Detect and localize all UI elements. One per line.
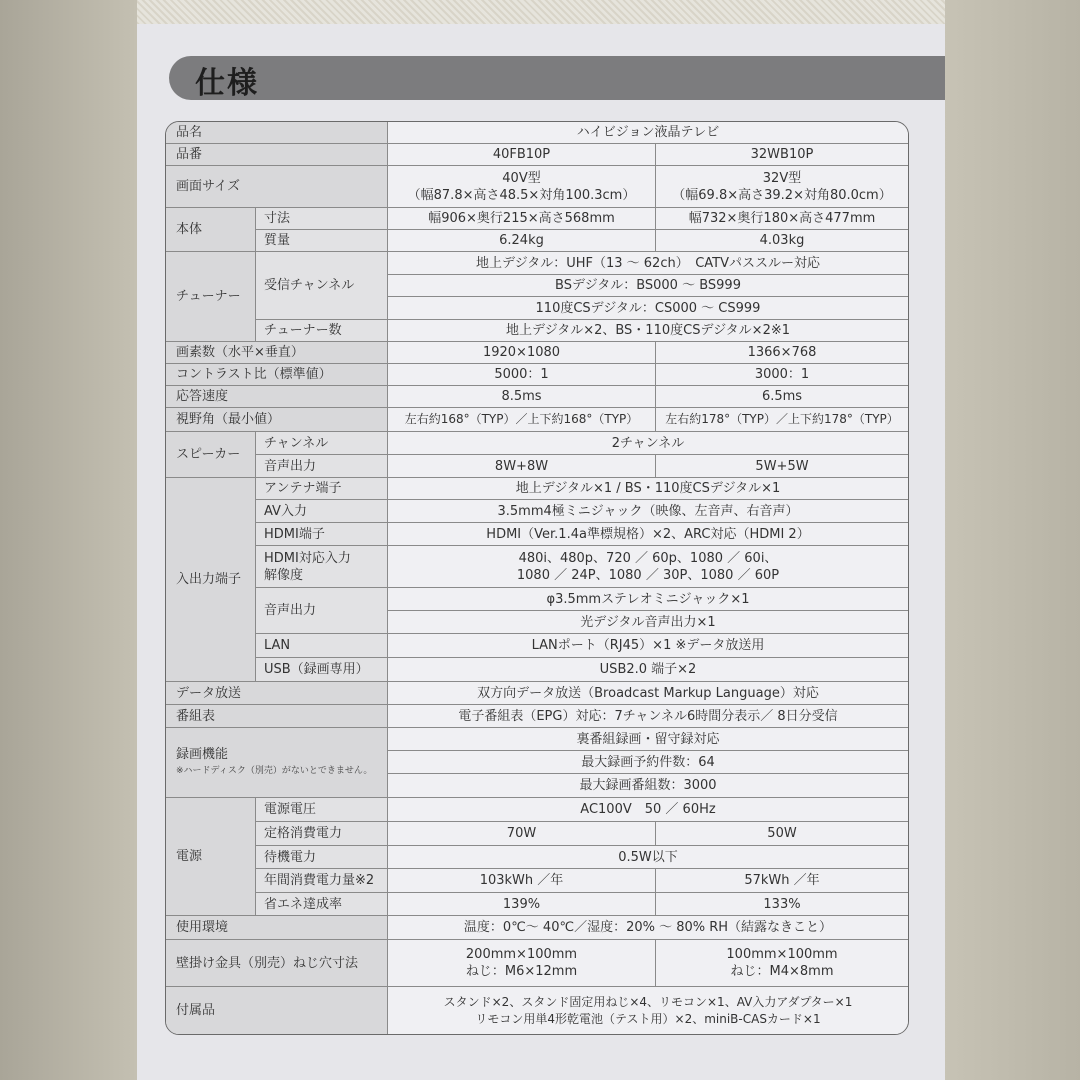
value-pixels-b: 1366×768 bbox=[656, 342, 908, 364]
value-tuner-count: 地上デジタル×2、BS・110度CSデジタル×2※1 bbox=[388, 320, 908, 342]
value-receive-bs: BSデジタル：BS000 ～ BS999 bbox=[388, 275, 908, 297]
spec-sheet-page bbox=[137, 0, 945, 1080]
label-standby-power: 待機電力 bbox=[256, 846, 388, 869]
screen-a-size: 40V型 bbox=[502, 170, 541, 186]
value-response-a: 8.5ms bbox=[388, 386, 656, 408]
value-viewing-a: 左右約168°（TYP）／上下約168°（TYP） bbox=[388, 408, 656, 432]
label-dimensions: 寸法 bbox=[256, 208, 388, 230]
label-voltage: 電源電圧 bbox=[256, 798, 388, 822]
value-rated-power-a: 70W bbox=[388, 822, 656, 846]
label-screen: 画面サイズ bbox=[166, 166, 388, 208]
value-annual-power-b: 57kWh ／年 bbox=[656, 869, 908, 893]
label-wall-mount: 壁掛け金具（別売）ねじ穴寸法 bbox=[166, 940, 388, 987]
label-accessories: 付属品 bbox=[166, 987, 388, 1034]
label-usb: USB（録画専用） bbox=[256, 658, 388, 682]
label-contrast: コントラスト比（標準値） bbox=[166, 364, 388, 386]
value-lan: LANポート（RJ45）×1 ※データ放送用 bbox=[388, 634, 908, 658]
label-audio-output: 音声出力 bbox=[256, 455, 388, 478]
value-recording-2: 最大録画予約件数：64 bbox=[388, 751, 908, 774]
value-accessories bbox=[388, 987, 908, 1034]
spec-table bbox=[165, 121, 909, 1035]
value-wall-mount-a bbox=[388, 940, 656, 987]
value-io-audio-optical: 光デジタル音声出力×1 bbox=[388, 611, 908, 634]
value-recording-3: 最大録画番組数：3000 bbox=[388, 774, 908, 798]
value-mass-b: 4.03kg bbox=[656, 230, 908, 252]
hdmi-resolution-line2: 1080 ／ 24P、1080 ／ 30P、1080 ／ 60P bbox=[516, 567, 780, 583]
value-rated-power-b: 50W bbox=[656, 822, 908, 846]
value-hdmi: HDMI（Ver.1.4a準標規格）×2、ARC対応（HDMI 2） bbox=[388, 523, 908, 546]
background-left bbox=[0, 0, 137, 1080]
accessories-line2: リモコン用単4形乾電池（テスト用）×2、miniB-CASカード×1 bbox=[475, 1011, 821, 1026]
label-lan: LAN bbox=[256, 634, 388, 658]
label-speaker: スピーカー bbox=[166, 432, 256, 478]
recording-label-text: 録画機能 bbox=[176, 746, 229, 762]
hdmi-resolution-label-line2: 解像度 bbox=[264, 567, 304, 583]
wall-mount-a-size: 200mm×100mm bbox=[465, 947, 578, 962]
value-data-broadcast: 双方向データ放送（Broadcast Markup Language）対応 bbox=[388, 682, 908, 705]
label-product-name: 品名 bbox=[166, 122, 388, 144]
value-model-a: 40FB10P bbox=[388, 144, 656, 166]
label-av-input: AV入力 bbox=[256, 500, 388, 523]
value-voltage: AC100V 50 ／ 60Hz bbox=[388, 798, 908, 822]
label-tuner-count: チューナー数 bbox=[256, 320, 388, 342]
background-strip bbox=[137, 0, 945, 24]
value-energy-efficiency-a: 139% bbox=[388, 893, 656, 916]
value-standby-power: 0.5W以下 bbox=[388, 846, 908, 869]
value-hdmi-resolution bbox=[388, 546, 908, 588]
label-viewing-angle: 視野角（最小値） bbox=[166, 408, 388, 432]
value-receive-terrestrial: 地上デジタル：UHF（13 ～ 62ch） CATVパススルー対応 bbox=[388, 252, 908, 275]
value-contrast-a: 5000：1 bbox=[388, 364, 656, 386]
label-io-audio-output: 音声出力 bbox=[256, 588, 388, 634]
value-av-input: 3.5mm4極ミニジャック（映像、左音声、右音声） bbox=[388, 500, 908, 523]
value-dimensions-a: 幅906×奥行215×高さ568mm bbox=[388, 208, 656, 230]
label-receive-channel: 受信チャンネル bbox=[256, 252, 388, 320]
label-epg: 番組表 bbox=[166, 705, 388, 728]
label-hdmi-resolution bbox=[256, 546, 388, 588]
value-pixels-a: 1920×1080 bbox=[388, 342, 656, 364]
label-model: 品番 bbox=[166, 144, 388, 166]
label-recording bbox=[166, 728, 388, 798]
label-power: 電源 bbox=[166, 798, 256, 916]
value-audio-output-b: 5W+5W bbox=[656, 455, 908, 478]
value-recording-1: 裏番組録画・留守録対応 bbox=[388, 728, 908, 751]
wall-mount-a-screw: ねじ：M6×12mm bbox=[465, 964, 578, 979]
title-bar bbox=[169, 56, 945, 100]
wall-mount-b-size: 100mm×100mm bbox=[726, 947, 838, 962]
accessories-line1: スタンド×2、スタンド固定用ねじ×4、リモコン×1、AV入力アダプター×1 bbox=[443, 994, 853, 1009]
label-antenna: アンテナ端子 bbox=[256, 478, 388, 500]
value-energy-efficiency-b: 133% bbox=[656, 893, 908, 916]
value-response-b: 6.5ms bbox=[656, 386, 908, 408]
value-mass-a: 6.24kg bbox=[388, 230, 656, 252]
value-screen-b bbox=[656, 166, 908, 208]
value-environment: 温度：0℃～ 40℃／湿度：20% ～ 80% RH（結露なきこと） bbox=[388, 916, 908, 940]
label-annual-power: 年間消費電力量※2 bbox=[256, 869, 388, 893]
label-mass: 質量 bbox=[256, 230, 388, 252]
value-product-name: ハイビジョン液晶テレビ bbox=[388, 122, 908, 144]
recording-note: ※ハードディスク（別売）がないとできません。 bbox=[176, 765, 373, 776]
value-receive-cs: 110度CSデジタル：CS000 ～ CS999 bbox=[388, 297, 908, 320]
page-title: 仕様 bbox=[195, 66, 259, 101]
hdmi-resolution-label-line1: HDMI対応入力 bbox=[264, 550, 351, 566]
value-annual-power-a: 103kWh ／年 bbox=[388, 869, 656, 893]
value-epg: 電子番組表（EPG）対応：7チャンネル6時間分表示／ 8日分受信 bbox=[388, 705, 908, 728]
screen-b-dims: （幅69.8×高さ39.2×対角80.0cm） bbox=[672, 187, 892, 203]
label-hdmi: HDMI端子 bbox=[256, 523, 388, 546]
background-right bbox=[935, 0, 1080, 1080]
screen-b-size: 32V型 bbox=[762, 170, 802, 186]
value-audio-output-a: 8W+8W bbox=[388, 455, 656, 478]
value-contrast-b: 3000：1 bbox=[656, 364, 908, 386]
label-body: 本体 bbox=[166, 208, 256, 252]
label-response: 応答速度 bbox=[166, 386, 388, 408]
value-dimensions-b: 幅732×奥行180×高さ477mm bbox=[656, 208, 908, 230]
screen-a-dims: （幅87.8×高さ48.5×対角100.3cm） bbox=[407, 187, 636, 203]
label-data-broadcast: データ放送 bbox=[166, 682, 388, 705]
value-antenna: 地上デジタル×1 / BS・110度CSデジタル×1 bbox=[388, 478, 908, 500]
value-wall-mount-b bbox=[656, 940, 908, 987]
label-rated-power: 定格消費電力 bbox=[256, 822, 388, 846]
label-tuner: チューナー bbox=[166, 252, 256, 342]
label-energy-efficiency: 省エネ達成率 bbox=[256, 893, 388, 916]
label-environment: 使用環境 bbox=[166, 916, 388, 940]
value-speaker-channel: 2チャンネル bbox=[388, 432, 908, 455]
value-screen-a bbox=[388, 166, 656, 208]
value-model-b: 32WB10P bbox=[656, 144, 908, 166]
wall-mount-b-screw: ねじ：M4×8mm bbox=[730, 964, 834, 979]
label-io: 入出力端子 bbox=[166, 478, 256, 682]
value-io-audio-mini: φ3.5mmステレオミニジャック×1 bbox=[388, 588, 908, 611]
hdmi-resolution-line1: 480i、480p、720 ／ 60p、1080 ／ 60i、 bbox=[518, 550, 778, 566]
value-viewing-b: 左右約178°（TYP）／上下約178°（TYP） bbox=[656, 408, 908, 432]
label-pixels: 画素数（水平×垂直） bbox=[166, 342, 388, 364]
label-speaker-channel: チャンネル bbox=[256, 432, 388, 455]
value-usb: USB2.0 端子×2 bbox=[388, 658, 908, 682]
